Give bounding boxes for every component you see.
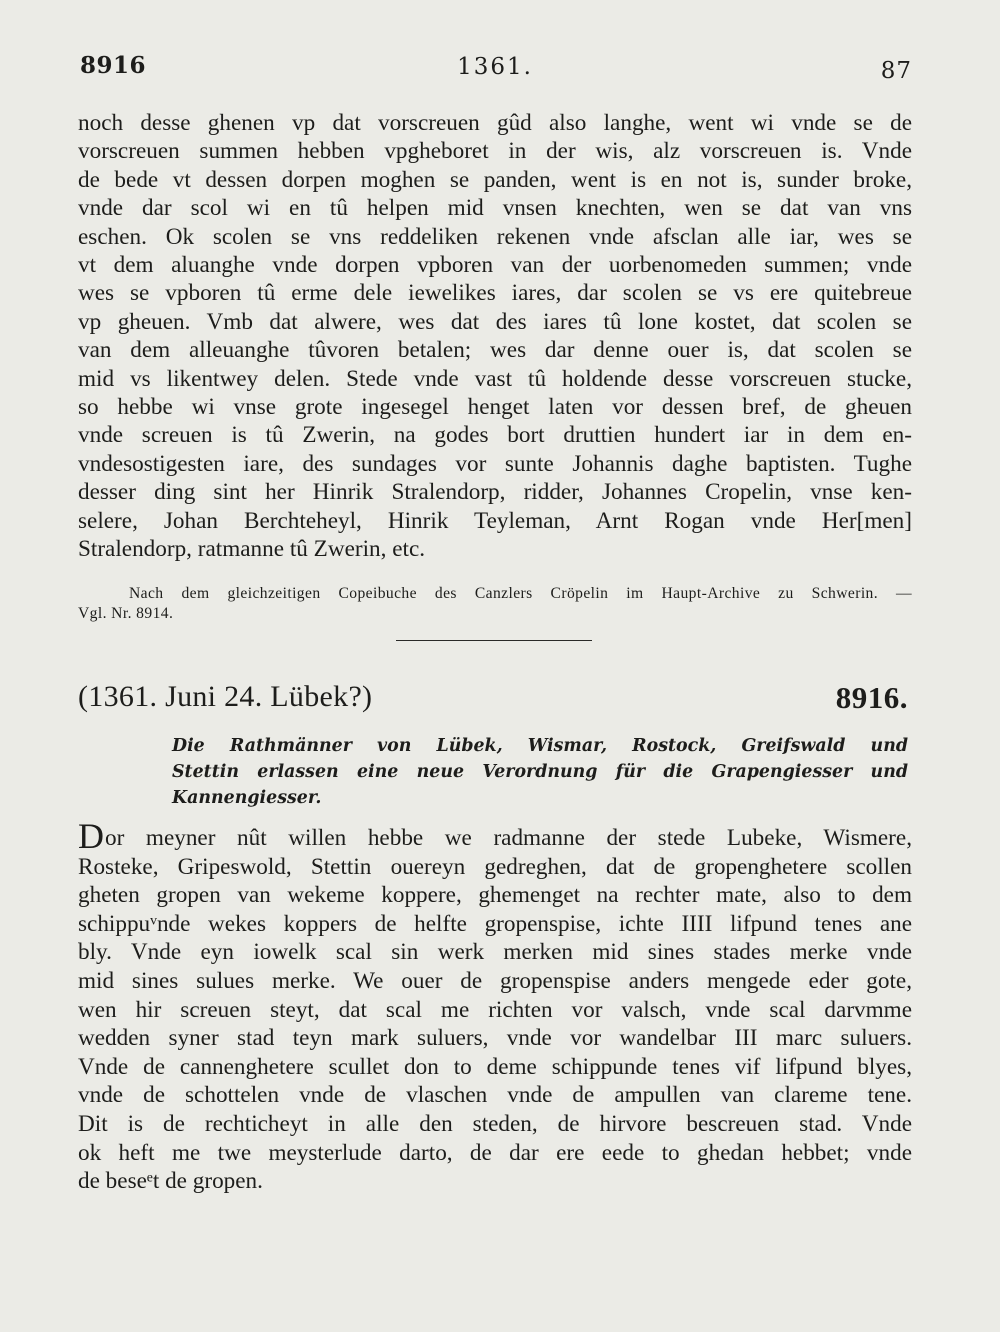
text-line: bly. Vnde eyn iowelk scal sin werk merken mid sines stades merke vnde <box>78 939 912 966</box>
summary-line: Stettin erlassen eine neue Verordnung für die Grapengiesser und <box>172 762 908 782</box>
text-line: wen hir screuen steyt, dat scal me richten vor valsch, vnde scal darvmme <box>78 996 912 1023</box>
text-line: Dit is de rechticheyt in alle den steden, de hirvore bescreuen stad. Vnde <box>78 1110 912 1137</box>
first-line-text: or meyner nût willen hebbe we radmanne der stede Lubeke, Wismere, <box>105 825 912 851</box>
text-line: ok heft me twe meysterlude darto, de dar ere eede to ghedan hebbet; vnde <box>78 1139 912 1166</box>
text-line: Rosteke, Gripeswold, Stettin ouereyn gedreghen, dat de gropenghetere scollen <box>78 853 912 880</box>
running-head <box>78 52 912 88</box>
text-line: vnde dar scol wi en tû helpen mid vnsen knechten, wen se dat van vns <box>78 195 912 222</box>
text-line: van dem alleuanghe tûvoren betalen; wes dar denne ouer is, dat scolen se <box>78 337 912 364</box>
text-line: schippuᵛnde wekes koppers de helfte gropenspise, ichte IIII lifpund tenes ane <box>78 910 912 937</box>
year-header: 1361. <box>457 54 533 80</box>
document-number-header: 8916 <box>80 52 147 79</box>
document-date-place: (1361. Juni 24. Lübek?) <box>78 680 373 713</box>
text-line: vndesostigesten iare, des sundages vor sunte Johannis daghe baptisten. Tughe <box>78 450 912 477</box>
summary-line: Kannengiesser. <box>172 788 322 808</box>
text-line: mid sines sulues merke. We ouer de gropenspise anders mengede eder gote, <box>78 967 912 994</box>
page-number: 87 <box>880 58 912 84</box>
text-line: vt dem aluanghe vnde dorpen vpboren van der uorbenomeden summen; vnde <box>78 252 912 279</box>
document-text-continued <box>78 109 912 564</box>
text-line: vp gheuen. Vmb dat alwere, wes dat des iares tû lone kostet, dat scolen se <box>78 308 912 335</box>
text-line: Stralendorp, ratmanne tû Zwerin, etc. <box>78 536 426 563</box>
text-line: Vnde de cannenghetere scullet don to deme schippunde tenes vif lifpund blyes, <box>78 1053 912 1080</box>
text-line: vorscreuen summen hebben vpgheboret in der wis, alz vorscreuen is. Vnde <box>78 138 912 165</box>
drop-cap: D <box>78 816 104 856</box>
document-heading <box>78 680 912 720</box>
section-divider <box>396 640 592 641</box>
text-line: eschen. Ok scolen se vns reddeliken rekenen vnde afsclan alle iar, wes se <box>78 223 912 250</box>
text-line: so hebbe wi vnse grote ingesegel henget laten vor dessen bref, de gheuen <box>78 394 912 421</box>
text-line: de bede vt dessen dorpen moghen se panden, went is en not is, sunder broke, <box>78 166 912 193</box>
text-line <box>78 816 912 856</box>
summary-line: Die Rathmänner von Lübek, Wismar, Rostock, Greifswald und <box>172 736 908 756</box>
text-line: vnde screuen is tû Zwerin, na godes bort druttien hundert iar in dem en- <box>78 422 912 449</box>
text-line: vnde de schottelen vnde de vlaschen vnde de ampullen van clareme tene. <box>78 1082 912 1109</box>
source-note <box>78 584 912 624</box>
text-line: wedden syner stad teyn mark suluers, vnde vor wandelbar III marc suluers. <box>78 1025 912 1052</box>
text-line: wes se vpboren tû erme dele iewelikes iares, dar scolen se vs ere quitebreue <box>78 280 912 307</box>
text-line: selere, Johan Berchteheyl, Hinrik Teyleman, Arnt Rogan vnde Her[men] <box>78 507 912 534</box>
text-line: noch desse ghenen vp dat vorscreuen gûd also langhe, went wi vnde se de <box>78 110 912 136</box>
document-text <box>78 816 912 1196</box>
text-line: de beseᵉt de gropen. <box>78 1168 263 1195</box>
text-line: gheten gropen van wekeme koppere, ghemenget na rechter mate, also to dem <box>78 882 912 909</box>
note-line: Vgl. Nr. 8914. <box>78 605 174 622</box>
text-line: desser ding sint her Hinrik Stralendorp, ridder, Johannes Cropelin, vnse ken- <box>78 479 912 506</box>
document-number: 8916. <box>835 680 908 715</box>
text-line: mid vs likentwey delen. Stede vnde vast tû holdende desse vorscreuen stucke, <box>78 365 912 392</box>
note-line: Nach dem gleichzeitigen Copeibuche des Canzlers Cröpelin im Haupt-Archive zu Schwerin. — <box>129 585 912 602</box>
document-summary <box>172 733 908 811</box>
